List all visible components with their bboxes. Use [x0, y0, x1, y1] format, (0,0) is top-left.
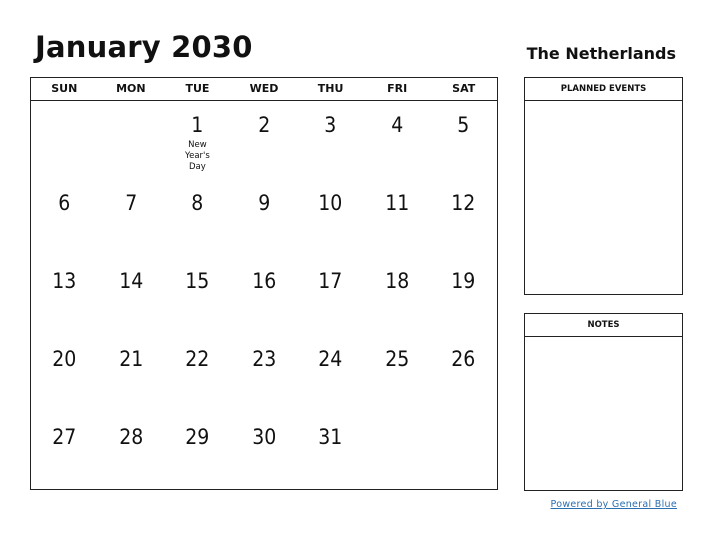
day-cell [164, 335, 231, 413]
page-title: January 2030 [35, 30, 253, 64]
day-cell [297, 179, 364, 257]
day-number: 13 [52, 269, 77, 293]
day-number: 27 [52, 425, 77, 449]
day-number: 1 [191, 113, 204, 137]
day-cell [430, 179, 497, 257]
day-number: 26 [451, 347, 476, 371]
calendar-weeks [31, 101, 497, 491]
day-number: 24 [318, 347, 343, 371]
day-number: 25 [385, 347, 410, 371]
day-number: 29 [185, 425, 210, 449]
day-cell [297, 335, 364, 413]
day-cell [31, 101, 98, 179]
day-cell [231, 413, 298, 491]
day-cell [364, 101, 431, 179]
day-number: 5 [457, 113, 470, 137]
day-number: 7 [124, 191, 137, 215]
dow-sun: SUN [51, 82, 78, 95]
day-cell [98, 413, 165, 491]
day-number: 11 [385, 191, 410, 215]
day-cell [98, 257, 165, 335]
day-number: 14 [118, 269, 143, 293]
day-cell [430, 413, 497, 491]
day-cell [231, 257, 298, 335]
day-number: 15 [185, 269, 210, 293]
day-cell [164, 101, 231, 179]
dow-mon: MON [116, 82, 146, 95]
day-cell [98, 101, 165, 179]
calendar-grid [30, 77, 498, 490]
day-cell [297, 101, 364, 179]
day-cell [364, 257, 431, 335]
dow-wed: WED [249, 82, 279, 95]
day-number: 10 [318, 191, 343, 215]
dow-thu: THU [317, 82, 344, 95]
day-cell [31, 413, 98, 491]
day-number: 17 [318, 269, 343, 293]
day-number: 21 [118, 347, 143, 371]
day-number: 4 [391, 113, 404, 137]
day-cell [297, 413, 364, 491]
day-cell [364, 335, 431, 413]
day-number: 20 [52, 347, 77, 371]
day-number: 19 [451, 269, 476, 293]
day-cell [297, 257, 364, 335]
day-of-week-header [31, 78, 497, 101]
planned-events-heading: PLANNED EVENTS [525, 78, 682, 101]
day-cell [430, 101, 497, 179]
day-cell [31, 257, 98, 335]
day-number: 18 [385, 269, 410, 293]
day-cell [231, 101, 298, 179]
day-cell [98, 179, 165, 257]
day-cell [164, 413, 231, 491]
day-cell [430, 335, 497, 413]
day-number: 8 [191, 191, 204, 215]
planned-events-panel [524, 77, 683, 295]
day-cell [98, 335, 165, 413]
dow-sat: SAT [452, 82, 476, 95]
day-cell [164, 179, 231, 257]
day-number: 31 [318, 425, 343, 449]
day-cell [231, 335, 298, 413]
day-cell [364, 179, 431, 257]
day-cell [430, 257, 497, 335]
day-number: 3 [324, 113, 337, 137]
dow-tue: TUE [185, 82, 210, 95]
notes-panel [524, 313, 683, 491]
dow-fri: FRI [387, 82, 408, 95]
day-cell [31, 179, 98, 257]
holiday-label: New Year's Day [185, 140, 210, 172]
powered-by-link[interactable]: Powered by General Blue [550, 499, 677, 510]
day-cell [231, 179, 298, 257]
notes-heading: NOTES [525, 314, 682, 337]
day-cell [364, 413, 431, 491]
day-number: 22 [185, 347, 210, 371]
day-number: 23 [251, 347, 277, 371]
country-label: The Netherlands [526, 44, 676, 63]
day-number: 30 [251, 425, 277, 449]
day-cell [31, 335, 98, 413]
day-number: 28 [118, 425, 143, 449]
day-number: 12 [451, 191, 476, 215]
day-cell [164, 257, 231, 335]
day-number: 2 [257, 113, 271, 137]
day-number: 9 [257, 191, 271, 215]
day-number: 6 [58, 191, 71, 215]
day-number: 16 [251, 269, 277, 293]
